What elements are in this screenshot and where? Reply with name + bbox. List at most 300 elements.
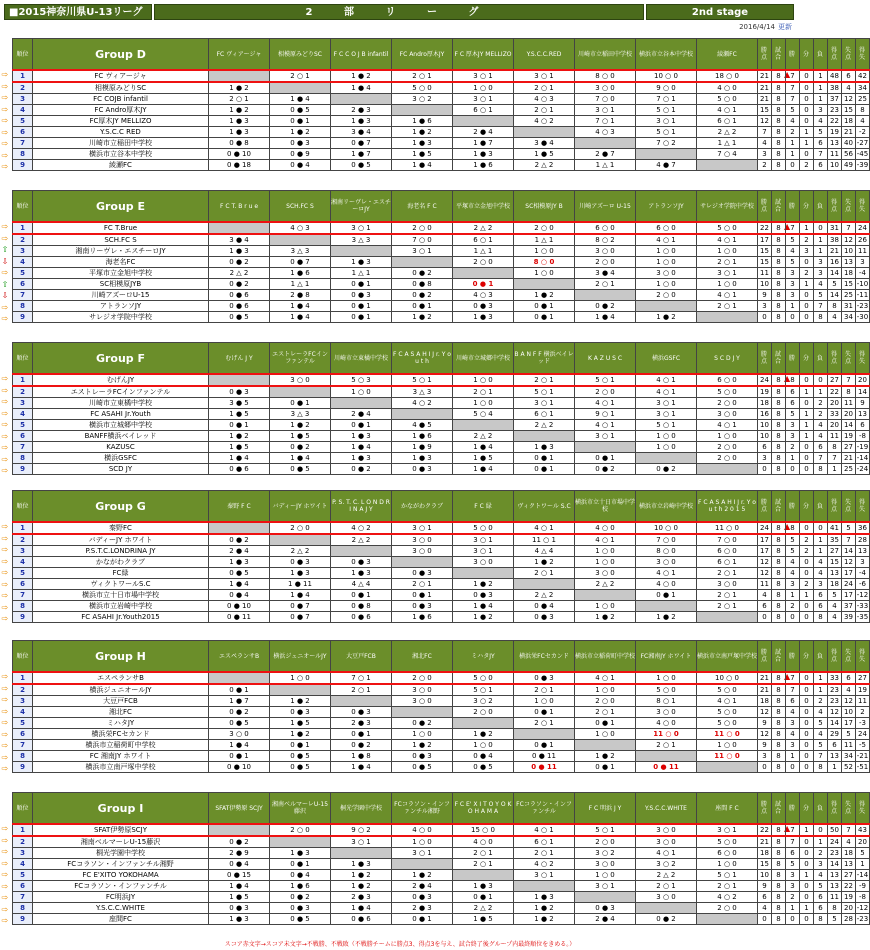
stat-cell: 17 bbox=[842, 568, 856, 579]
stat-cell: 24 bbox=[828, 836, 842, 848]
result-cell: 4 △ 4 bbox=[514, 546, 575, 557]
stat-cell: 8 bbox=[772, 672, 786, 684]
result-cell: 1 ○ 0 bbox=[331, 386, 392, 398]
stat-cell: 14 bbox=[842, 420, 856, 431]
stat-cell: 7 bbox=[786, 824, 800, 836]
stat-cell: 0 bbox=[800, 859, 814, 870]
result-cell: 0 ● 8 bbox=[392, 279, 453, 290]
stage-title: 2nd stage bbox=[646, 4, 794, 20]
stat-cell: 1 bbox=[814, 836, 828, 848]
result-cell: 1 ● 6 bbox=[270, 881, 331, 892]
stat-cell: 7 bbox=[786, 684, 800, 696]
result-cell: 0 ● 5 bbox=[209, 568, 270, 579]
result-cell: 0 ● 3 bbox=[575, 903, 636, 914]
stat-cell: 27 bbox=[842, 870, 856, 881]
stat-cell: 0 bbox=[800, 82, 814, 94]
table-row bbox=[13, 534, 870, 546]
rank-cell: 5 bbox=[13, 870, 33, 881]
result-cell: 3 ○ 1 bbox=[392, 522, 453, 534]
result-cell: 2 ● 4 bbox=[331, 409, 392, 420]
team-name: FC厚木JY MELLIZO bbox=[33, 116, 209, 127]
stat-cell: 17 bbox=[758, 234, 772, 246]
result-cell: 1 ● 3 bbox=[331, 453, 392, 464]
result-cell: 2 ○ 1 bbox=[392, 579, 453, 590]
result-cell: 4 ○ 2 bbox=[514, 116, 575, 127]
stat-cell: 8 bbox=[772, 824, 786, 836]
stat-cell: 0 bbox=[786, 914, 800, 925]
stat-cell: 6 bbox=[828, 740, 842, 751]
result-cell: 6 ○ 1 bbox=[697, 557, 758, 568]
stat-cell: 8 bbox=[772, 579, 786, 590]
result-cell: 4 ○ 1 bbox=[636, 234, 697, 246]
result-cell: 2 ○ 1 bbox=[697, 301, 758, 312]
stat-cell: 21 bbox=[842, 127, 856, 138]
team-name: Y.S.C.C RED bbox=[33, 127, 209, 138]
stat-cell: 8 bbox=[772, 914, 786, 925]
opponent-header: FCコラソン・インファンチル湘野 bbox=[392, 793, 453, 825]
result-cell: 4 ○ 1 bbox=[697, 290, 758, 301]
result-cell: 1 ● 2 bbox=[514, 914, 575, 925]
table-row bbox=[13, 138, 870, 149]
stat-cell: 1 bbox=[814, 234, 828, 246]
result-cell: 1 ● 3 bbox=[331, 568, 392, 579]
result-cell: 1 ○ 0 bbox=[697, 279, 758, 290]
result-cell: 5 ○ 0 bbox=[697, 718, 758, 729]
result-cell: 1 ● 4 bbox=[270, 453, 331, 464]
result-cell: 1 ● 4 bbox=[209, 881, 270, 892]
stat-cell: 4 bbox=[814, 279, 828, 290]
result-cell: 3 ○ 1 bbox=[392, 246, 453, 257]
result-cell: 18 ○ 0 bbox=[697, 70, 758, 82]
stat-cell: 0 bbox=[800, 762, 814, 773]
opponent-header: 川崎アズーロ U-15 bbox=[575, 191, 636, 223]
table-row bbox=[13, 442, 870, 453]
team-name: FC T.Brue bbox=[33, 222, 209, 234]
result-cell: 2 ○ 0 bbox=[575, 257, 636, 268]
result-cell: 0 ● 1 bbox=[209, 751, 270, 762]
stat-header: 負 bbox=[814, 191, 828, 223]
stat-cell: 1 bbox=[800, 279, 814, 290]
self-match-cell bbox=[209, 70, 270, 82]
result-cell: 3 ○ 1 bbox=[636, 116, 697, 127]
opponent-header: 平塚市立金旭中学校 bbox=[453, 191, 514, 223]
result-cell: 1 ● 3 bbox=[453, 881, 514, 892]
stat-cell: 1 bbox=[800, 590, 814, 601]
table-row bbox=[13, 453, 870, 464]
arrow-right-icon: ⇨ bbox=[1, 454, 9, 464]
stat-cell: 5 bbox=[786, 859, 800, 870]
stat-cell: 0 bbox=[800, 696, 814, 707]
stat-cell: 8 bbox=[772, 718, 786, 729]
result-cell: 1 ● 3 bbox=[331, 257, 392, 268]
stat-header: 得失 bbox=[856, 191, 870, 223]
stat-header: 勝 bbox=[786, 793, 800, 825]
rank-header: 順位 bbox=[13, 491, 33, 523]
table-row bbox=[13, 729, 870, 740]
result-cell: 1 ● 2 bbox=[514, 290, 575, 301]
stat-cell: 0 bbox=[800, 848, 814, 859]
stat-cell: 2 bbox=[758, 160, 772, 171]
self-match-cell bbox=[331, 546, 392, 557]
result-cell: 2 ○ 1 bbox=[514, 684, 575, 696]
stat-cell: 43 bbox=[856, 824, 870, 836]
arrow-right-icon: ⇨ bbox=[1, 847, 9, 856]
result-cell: 0 ● 1 bbox=[575, 718, 636, 729]
result-cell: 1 ● 2 bbox=[270, 729, 331, 740]
result-cell: 0 ● 2 bbox=[636, 914, 697, 925]
result-cell: 0 ● 3 bbox=[392, 464, 453, 475]
stat-cell: 1 bbox=[814, 82, 828, 94]
stat-header: 勝 bbox=[786, 491, 800, 523]
stat-cell: 0 bbox=[786, 762, 800, 773]
arrow-right-icon: ⇨ bbox=[1, 556, 9, 566]
table-row bbox=[13, 149, 870, 160]
stat-cell: -33 bbox=[856, 601, 869, 610]
stat-cell: 13 bbox=[856, 409, 870, 420]
result-cell: 1 ● 2 bbox=[514, 557, 575, 568]
result-cell: 5 ○ 0 bbox=[697, 684, 758, 696]
self-match-cell bbox=[575, 590, 636, 601]
stat-cell: 0 bbox=[786, 160, 800, 171]
stat-cell: 17 bbox=[758, 534, 772, 546]
result-cell: 1 ● 4 bbox=[331, 762, 392, 773]
stat-cell: 1 bbox=[828, 464, 842, 475]
stat-header: 得失 bbox=[856, 641, 870, 673]
result-cell: 6 ○ 0 bbox=[697, 848, 758, 859]
result-cell: 1 ○ 0 bbox=[697, 246, 758, 257]
stat-cell: 3 bbox=[786, 579, 800, 590]
result-cell: 2 ○ 0 bbox=[697, 453, 758, 464]
result-cell: 2 ○ 0 bbox=[697, 398, 758, 409]
result-cell: 2 △ 2 bbox=[514, 590, 575, 601]
rank-cell: 6 bbox=[13, 881, 33, 892]
result-cell: 0 ● 4 bbox=[209, 590, 270, 601]
stat-cell: 6 bbox=[786, 386, 800, 398]
stat-cell: 21 bbox=[758, 672, 772, 684]
stat-cell: 27 bbox=[856, 672, 870, 684]
rank-cell: 6 bbox=[13, 279, 33, 290]
stat-cell: 0 bbox=[800, 312, 814, 323]
stat-cell: 5 bbox=[814, 881, 828, 892]
stat-cell: 1 bbox=[786, 149, 800, 160]
arrow-up-icon: ⇧ bbox=[1, 279, 9, 289]
result-cell: 1 ● 4 bbox=[209, 453, 270, 464]
stat-header: 得失 bbox=[856, 491, 870, 523]
stat-cell: -2 bbox=[856, 127, 870, 138]
stat-cell: 7 bbox=[814, 301, 828, 312]
result-cell: 0 ● 2 bbox=[270, 442, 331, 453]
result-cell: 2 ○ 0 bbox=[575, 696, 636, 707]
result-cell: 2 ○ 1 bbox=[514, 848, 575, 859]
stat-cell: -6 bbox=[856, 579, 870, 590]
stat-cell: -4 bbox=[856, 268, 870, 279]
stat-cell: 6 bbox=[814, 903, 828, 914]
stat-cell: 1 bbox=[800, 420, 814, 431]
result-cell: 2 ○ 1 bbox=[697, 568, 758, 579]
stat-cell: 4 bbox=[814, 557, 828, 568]
result-cell: 1 ○ 0 bbox=[575, 546, 636, 557]
self-match-cell bbox=[392, 105, 453, 116]
self-match-cell bbox=[697, 160, 758, 171]
result-cell: 0 ● 4 bbox=[209, 859, 270, 870]
table-row bbox=[13, 751, 870, 762]
stat-cell: 5 bbox=[786, 534, 800, 546]
stat-cell: 3 bbox=[814, 257, 828, 268]
result-cell: 4 ○ 1 bbox=[697, 420, 758, 431]
result-cell: 1 ● 5 bbox=[270, 718, 331, 729]
stat-cell: 0 bbox=[800, 914, 814, 925]
self-match-cell bbox=[514, 431, 575, 442]
stat-cell: 6 bbox=[758, 892, 772, 903]
table-row bbox=[13, 892, 870, 903]
stat-cell: 3 bbox=[786, 870, 800, 881]
stat-cell: 8 bbox=[772, 105, 786, 116]
result-cell: 2 △ 2 bbox=[575, 579, 636, 590]
rank-cell: 2 bbox=[13, 684, 33, 696]
stat-header: 分 bbox=[800, 491, 814, 523]
stat-cell: 1 bbox=[800, 870, 814, 881]
result-cell: 1 ● 6 bbox=[270, 268, 331, 279]
self-match-cell bbox=[697, 312, 758, 323]
updated-note bbox=[739, 22, 792, 32]
result-cell: 1 ○ 0 bbox=[636, 257, 697, 268]
opponent-header: 横浜栄FCセカンド bbox=[514, 641, 575, 673]
stat-cell: 8 bbox=[828, 301, 842, 312]
result-cell: 0 ● 1 bbox=[514, 453, 575, 464]
stat-cell: -51 bbox=[856, 762, 869, 771]
stat-cell: 8 bbox=[772, 149, 786, 160]
stat-header: 失点 bbox=[842, 641, 856, 673]
opponent-header: F C 明浜 J Y bbox=[575, 793, 636, 825]
stat-cell: 8 bbox=[772, 246, 786, 257]
stat-cell: 5 bbox=[856, 848, 870, 859]
arrow-right-icon: ⇨ bbox=[1, 718, 9, 727]
stat-cell: 8 bbox=[772, 398, 786, 409]
stat-cell: 8 bbox=[828, 903, 842, 914]
stat-cell: 4 bbox=[842, 836, 856, 848]
result-cell: 1 ● 9 bbox=[392, 442, 453, 453]
stat-cell: 12 bbox=[758, 568, 772, 579]
stat-cell: 17 bbox=[842, 590, 856, 601]
arrow-right-icon: ⇨ bbox=[1, 591, 9, 600]
result-cell: 3 ● 4 bbox=[331, 127, 392, 138]
stat-header: 得失 bbox=[856, 793, 870, 825]
stat-cell: 8 bbox=[772, 82, 786, 94]
result-cell: 4 ○ 2 bbox=[697, 892, 758, 903]
stat-cell: 0 bbox=[800, 257, 814, 268]
result-cell: 7 ○ 0 bbox=[636, 534, 697, 546]
arrow-right-icon: ⇨ bbox=[1, 579, 9, 589]
result-cell: 0 ● 3 bbox=[331, 557, 392, 568]
result-cell: 1 ● 2 bbox=[209, 105, 270, 116]
stat-cell: 0 bbox=[800, 301, 814, 312]
stat-cell: 27 bbox=[842, 442, 856, 453]
stat-header: 勝点 bbox=[758, 793, 772, 825]
result-cell: 3 ○ 0 bbox=[636, 268, 697, 279]
result-cell: 6 ○ 1 bbox=[453, 234, 514, 246]
table-row bbox=[13, 870, 870, 881]
stat-cell: 8 bbox=[814, 914, 828, 925]
stat-cell: 7 bbox=[786, 94, 800, 105]
result-cell: 5 ○ 3 bbox=[331, 374, 392, 386]
stat-cell: 8 bbox=[772, 892, 786, 903]
rank-header: 順位 bbox=[13, 191, 33, 223]
stat-cell: 10 bbox=[842, 246, 856, 257]
team-name: 横浜市立岩崎中学校 bbox=[33, 601, 209, 612]
self-match-cell bbox=[392, 859, 453, 870]
opponent-header: FC ヴィアージャ bbox=[209, 39, 270, 71]
result-cell: 4 ○ 1 bbox=[575, 534, 636, 546]
result-cell: 2 ○ 0 bbox=[270, 824, 331, 836]
stat-header: 分 bbox=[800, 343, 814, 375]
team-name: BANFF横浜ベイレッド bbox=[33, 431, 209, 442]
team-name: エスペランサB bbox=[33, 672, 209, 684]
result-cell: 1 ● 3 bbox=[209, 246, 270, 257]
stat-header: 分 bbox=[800, 641, 814, 673]
result-cell: 8 ○ 0 bbox=[514, 257, 575, 268]
stat-cell: 5 bbox=[828, 914, 842, 925]
self-match-cell bbox=[636, 453, 697, 464]
stat-cell: 0 bbox=[800, 105, 814, 116]
stat-cell: 20 bbox=[856, 836, 870, 848]
stat-cell: 10 bbox=[842, 707, 856, 718]
stat-cell: -8 bbox=[856, 431, 870, 442]
title-bar bbox=[4, 4, 794, 20]
stat-cell: 26 bbox=[856, 234, 870, 246]
arrow-right-icon: ⇨ bbox=[1, 385, 9, 395]
result-cell: 4 ○ 2 bbox=[514, 859, 575, 870]
result-cell: 1 ● 8 bbox=[331, 751, 392, 762]
stat-cell: 2 bbox=[800, 579, 814, 590]
result-cell: 1 ● 4 bbox=[209, 740, 270, 751]
opponent-header: 横浜市立谷本中学校 bbox=[636, 39, 697, 71]
rank-cell: 9 bbox=[13, 160, 33, 171]
result-cell: 0 ● 5 bbox=[331, 160, 392, 171]
team-name: P.S.T.C.LONDRINA JY bbox=[33, 546, 209, 557]
arrow-right-icon: ⇨ bbox=[1, 893, 9, 902]
stat-cell: 21 bbox=[758, 684, 772, 696]
result-cell: 1 ● 2 bbox=[636, 612, 697, 623]
arrow-right-icon: ⇨ bbox=[1, 81, 9, 91]
rank-cell: 4 bbox=[13, 707, 33, 718]
table-row bbox=[13, 903, 870, 914]
opponent-header: F C A S A H I J r. Y o u t h 2 0 1 5 bbox=[697, 491, 758, 523]
result-cell: 3 ○ 1 bbox=[453, 534, 514, 546]
stat-cell: 12 bbox=[842, 557, 856, 568]
stat-cell: 1 bbox=[800, 138, 814, 149]
stat-header: 得点 bbox=[828, 491, 842, 523]
stat-cell: 20 bbox=[828, 398, 842, 409]
promotion-triangle-icon: ▲ bbox=[784, 222, 791, 231]
stat-header: 分 bbox=[800, 191, 814, 223]
stat-cell: 7 bbox=[786, 672, 800, 684]
result-cell: 7 ○ 0 bbox=[392, 234, 453, 246]
stat-cell: 8 bbox=[772, 290, 786, 301]
result-cell: 3 ○ 2 bbox=[453, 696, 514, 707]
stat-cell: 14 bbox=[842, 546, 856, 557]
result-cell: 7 ○ 2 bbox=[636, 138, 697, 149]
stat-cell: 3 bbox=[814, 268, 828, 279]
arrow-right-icon: ⇨ bbox=[1, 741, 9, 750]
team-name: SFAT伊勢原SCJY bbox=[33, 824, 209, 836]
result-cell: 4 ● 7 bbox=[636, 160, 697, 171]
result-cell: 11 ○ 0 bbox=[697, 522, 758, 534]
self-match-cell bbox=[453, 116, 514, 127]
stat-cell: 7 bbox=[842, 534, 856, 546]
group-name: Group H bbox=[33, 641, 209, 673]
self-match-cell bbox=[575, 138, 636, 149]
result-cell: 1 ● 7 bbox=[209, 696, 270, 707]
result-cell: 0 ● 3 bbox=[392, 568, 453, 579]
result-cell: 2 △ 2 bbox=[514, 420, 575, 431]
result-cell: 2 ○ 0 bbox=[636, 290, 697, 301]
result-cell: 0 ● 3 bbox=[392, 892, 453, 903]
stat-cell: 1 bbox=[800, 431, 814, 442]
result-cell: 0 ● 5 bbox=[209, 312, 270, 323]
stat-cell: 5 bbox=[814, 127, 828, 138]
stat-cell: 18 bbox=[828, 579, 842, 590]
stat-cell: 27 bbox=[828, 374, 842, 386]
self-match-cell bbox=[392, 557, 453, 568]
opponent-header: むげん J Y bbox=[209, 343, 270, 375]
stat-cell: 25 bbox=[842, 290, 856, 301]
stat-cell: 38 bbox=[828, 234, 842, 246]
table-row bbox=[13, 105, 870, 116]
result-cell: 1 ● 3 bbox=[209, 127, 270, 138]
team-name: 川崎アズーロU-15 bbox=[33, 290, 209, 301]
stat-cell: 8 bbox=[772, 751, 786, 762]
result-cell: 0 ● 1 bbox=[331, 590, 392, 601]
stat-cell: 8 bbox=[772, 848, 786, 859]
stat-header: 失点 bbox=[842, 191, 856, 223]
arrow-right-icon: ⇨ bbox=[1, 522, 9, 531]
stat-cell: 4 bbox=[758, 903, 772, 914]
stat-cell: 5 bbox=[814, 740, 828, 751]
result-cell: 0 ● 2 bbox=[575, 464, 636, 475]
stat-cell: -14 bbox=[856, 453, 869, 462]
result-cell: 0 ● 5 bbox=[270, 762, 331, 773]
stat-cell: -23 bbox=[856, 301, 869, 310]
stat-cell: 22 bbox=[828, 116, 842, 127]
stat-cell: 3 bbox=[856, 257, 870, 268]
stat-cell: 2 bbox=[800, 234, 814, 246]
result-cell: 4 ○ 1 bbox=[636, 386, 697, 398]
result-cell: 0 ● 1 bbox=[392, 590, 453, 601]
result-cell: 5 ○ 4 bbox=[453, 409, 514, 420]
result-cell: 2 ○ 1 bbox=[697, 881, 758, 892]
stat-cell: 13 bbox=[856, 546, 870, 557]
stat-cell: 0 bbox=[814, 374, 828, 386]
result-cell: 1 ● 2 bbox=[575, 612, 636, 623]
result-cell: 0 ● 1 bbox=[453, 279, 514, 290]
stat-cell: 1 bbox=[786, 751, 800, 762]
self-match-cell bbox=[575, 442, 636, 453]
opponent-header: F C A S A H I J r. Y o u t h bbox=[392, 343, 453, 375]
stat-cell: 0 bbox=[758, 914, 772, 925]
result-cell: 1 ○ 0 bbox=[575, 601, 636, 612]
stat-cell: 1 bbox=[800, 903, 814, 914]
opponent-header: FC Andro厚木JY bbox=[392, 39, 453, 71]
stat-cell: 16 bbox=[758, 409, 772, 420]
table-row bbox=[13, 268, 870, 279]
arrow-right-icon: ⇨ bbox=[1, 614, 9, 623]
stat-cell: 1 bbox=[800, 127, 814, 138]
result-cell: 11 ○ 1 bbox=[514, 534, 575, 546]
stat-header: 勝点 bbox=[758, 343, 772, 375]
result-cell: 1 ● 5 bbox=[392, 149, 453, 160]
stat-header: 勝点 bbox=[758, 191, 772, 223]
result-cell: 1 ● 4 bbox=[575, 312, 636, 323]
